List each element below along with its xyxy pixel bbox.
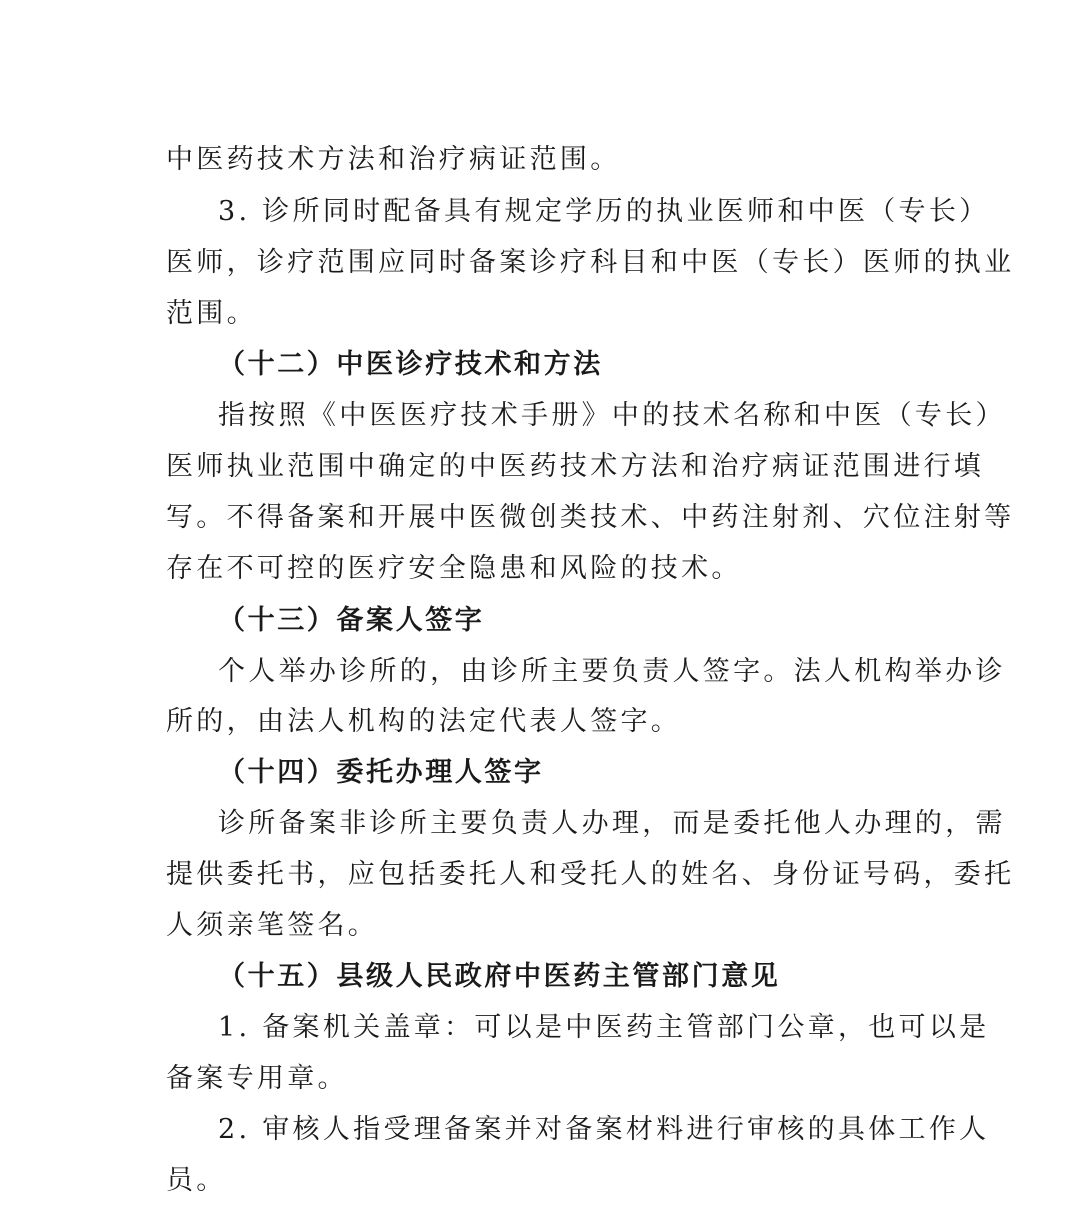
paragraph-line: 指按照《中医医疗技术手册》中的技术名称和中医（专长） (218, 400, 1006, 431)
section-heading-15: （十五）县级人民政府中医药主管部门意见 (218, 961, 781, 992)
paragraph-line: 写。不得备案和开展中医微创类技术、中药注射剂、穴位注射等 (166, 502, 1015, 533)
paragraph-line: 1. 备案机关盖章：可以是中医药主管部门公章，也可以是 (218, 1012, 990, 1043)
paragraph-line: 医师，诊疗范围应同时备案诊疗科目和中医（专长）医师的执业 (166, 247, 1015, 278)
paragraph-line: 2. 审核人指受理备案并对备案材料进行审核的具体工作人 (218, 1114, 990, 1145)
paragraph-line: 范围。 (166, 298, 257, 329)
paragraph-line: 中医药技术方法和治疗病证范围。 (166, 144, 621, 175)
paragraph-line: 存在不可控的医疗安全隐患和风险的技术。 (166, 553, 742, 584)
section-heading-14: （十四）委托办理人签字 (218, 757, 544, 788)
paragraph-line: 员。 (166, 1165, 227, 1196)
paragraph-line: 诊所备案非诊所主要负责人办理，而是委托他人办理的，需 (218, 808, 1006, 839)
paragraph-line: 医师执业范围中确定的中医药技术方法和治疗病证范围进行填 (166, 451, 985, 482)
paragraph-line: 个人举办诊所的，由诊所主要负责人签字。法人机构举办诊 (218, 656, 1006, 687)
paragraph-line: 人须亲笔签名。 (166, 910, 379, 941)
section-heading-12: （十二）中医诊疗技术和方法 (218, 349, 603, 380)
paragraph-line: 提供委托书，应包括委托人和受托人的姓名、身份证号码，委托 (166, 859, 1015, 890)
paragraph-line: 备案专用章。 (166, 1063, 348, 1094)
section-heading-13: （十三）备案人签字 (218, 605, 485, 636)
paragraph-line: 3. 诊所同时配备具有规定学历的执业医师和中医（专长） (218, 196, 990, 227)
paragraph-line: 所的，由法人机构的法定代表人签字。 (166, 706, 682, 737)
